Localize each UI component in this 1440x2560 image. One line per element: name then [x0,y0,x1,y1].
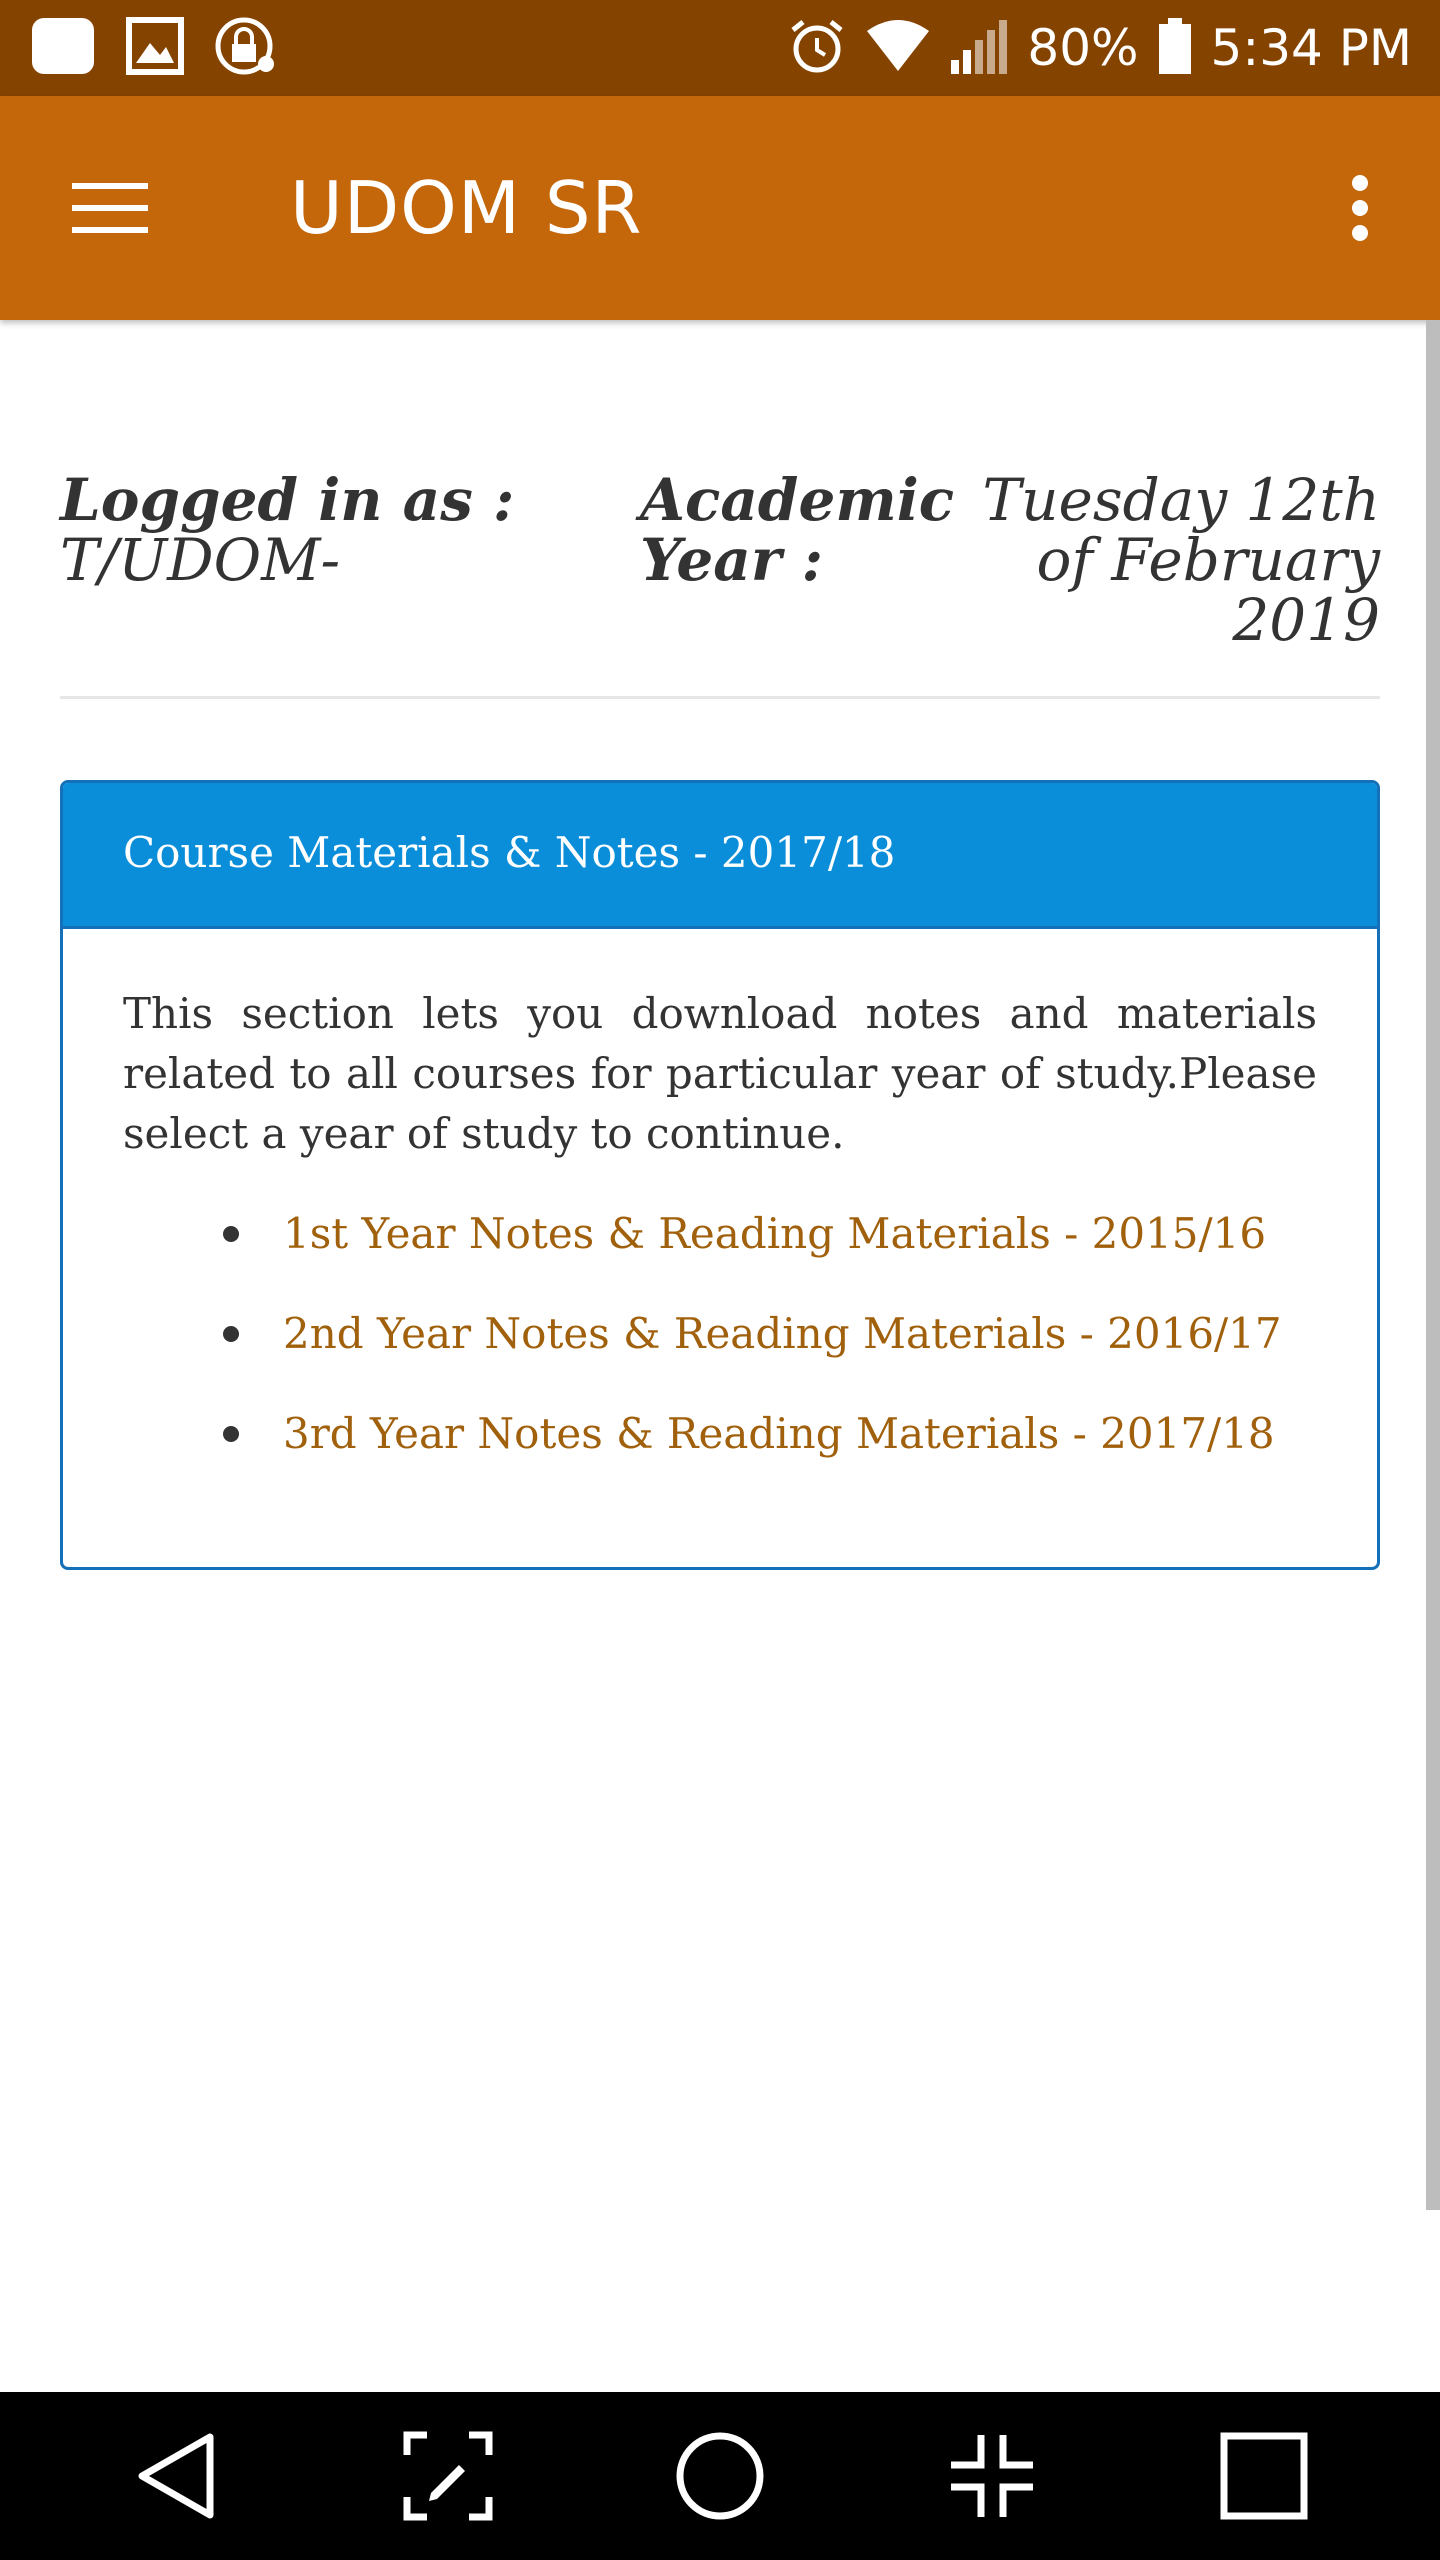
course-materials-panel [60,780,1380,1570]
divider [60,696,1380,699]
logged-in-info [60,466,600,594]
image-icon [126,17,184,79]
battery-percent: 80% [1027,19,1139,77]
logged-in-value: T/UDOM- [60,526,341,594]
more-vert-icon[interactable] [1330,162,1390,254]
app-title: UDOM SR [290,166,643,250]
second-year-notes-link[interactable]: 2nd Year Notes & Reading Materials - 2016/17 [283,1309,1282,1358]
status-bar-notifications [30,18,278,78]
notes-link-list [123,1204,1317,1504]
collapse-icon[interactable] [942,2426,1042,2526]
notification-app-icon [30,16,96,80]
list-item [223,1204,1317,1304]
status-bar-system [787,14,1412,82]
wifi-icon [865,19,931,77]
lock-icon [214,14,278,82]
hamburger-menu-icon[interactable] [60,162,160,254]
signal-icon [949,16,1009,80]
date-line-3: 2019 [1232,586,1380,654]
user-info [60,466,1380,660]
academic-year-label-line1: Academic [640,466,955,534]
recents-icon[interactable] [1214,2426,1314,2526]
logged-in-label: Logged in as : [60,466,515,534]
scrollbar[interactable] [1426,320,1440,2210]
battery-icon [1157,16,1193,80]
current-date [980,466,1380,654]
bullet-icon [223,1226,239,1242]
app-bar [0,96,1440,320]
date-line-1: Tuesday 12th [982,466,1380,534]
academic-year-label-line2: Year : [640,526,824,594]
back-icon[interactable] [126,2426,226,2526]
panel-heading: Course Materials & Notes - 2017/18 [63,783,1377,929]
navigation-bar [0,2392,1440,2560]
panel-body [63,929,1377,1504]
clock: 5:34 PM [1210,19,1412,77]
screen-write-icon[interactable] [398,2426,498,2526]
third-year-notes-link[interactable]: 3rd Year Notes & Reading Materials - 2017/18 [283,1409,1275,1458]
status-bar [0,0,1440,96]
bullet-icon [223,1326,239,1342]
list-item [223,1304,1317,1404]
alarm-icon [787,16,847,80]
list-item [223,1404,1317,1504]
first-year-notes-link[interactable]: 1st Year Notes & Reading Materials - 2015/16 [283,1209,1267,1258]
home-icon[interactable] [670,2426,770,2526]
date-line-2: of February [1036,526,1380,594]
bullet-icon [223,1426,239,1442]
panel-intro-text: This section lets you download notes and materials related to all courses for particular year of study.Please select a year of study to continue. [123,989,1317,1158]
